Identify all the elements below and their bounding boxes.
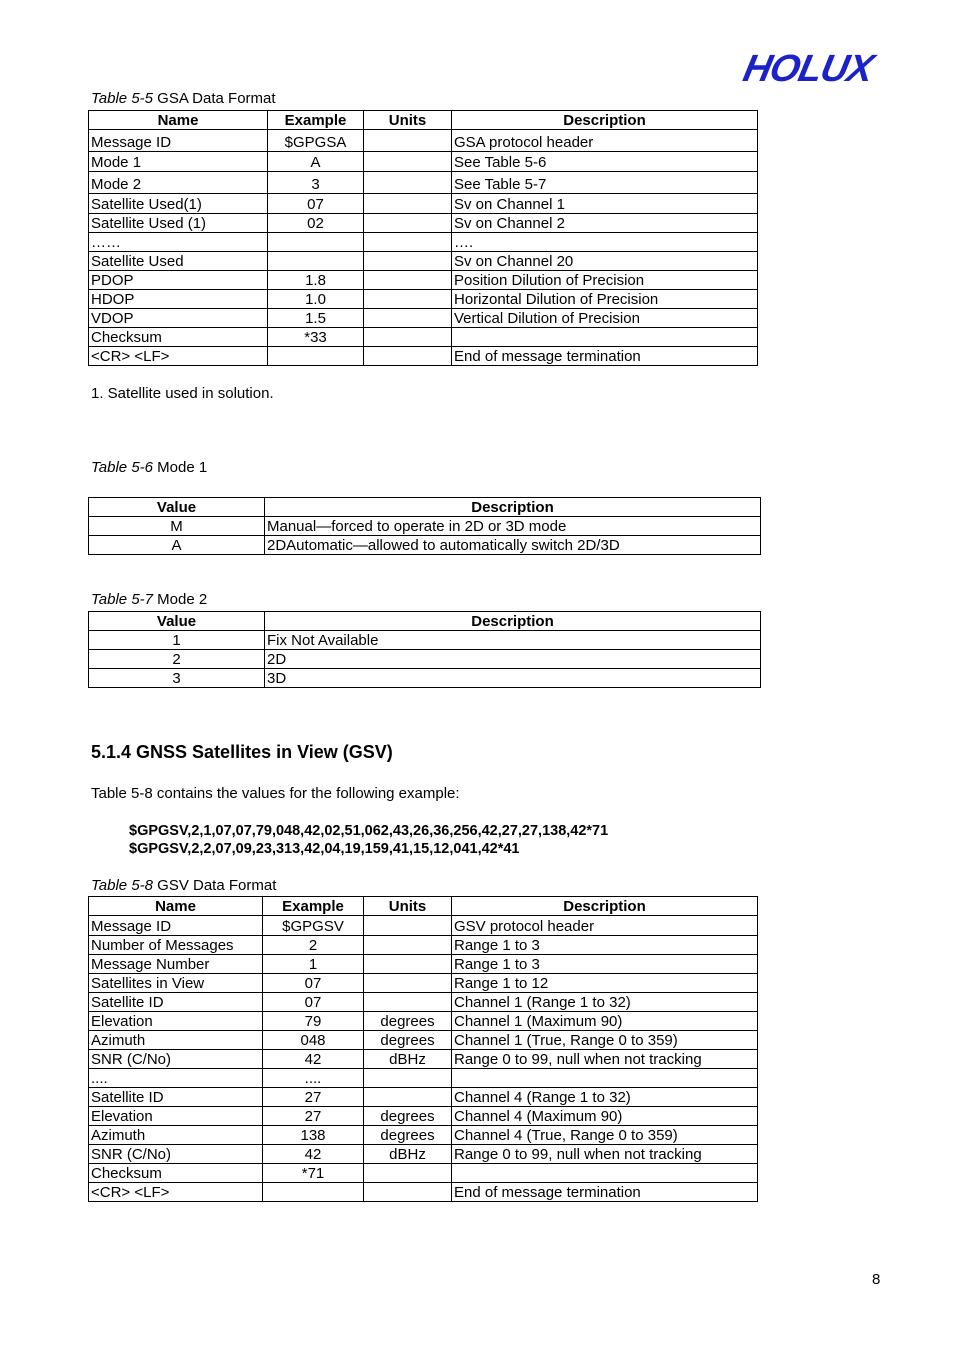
table-cell: 048 [263,1031,364,1050]
table-cell [364,172,452,194]
table-row [89,955,758,974]
table-cell: <CR> <LF> [89,347,268,366]
table-cell: $GPGSA [268,130,364,152]
table-cell: GSV protocol header [452,916,758,936]
column-header: Example [268,111,364,130]
table-cell: 1.5 [268,309,364,328]
table-row [89,1107,758,1126]
table-cell [364,974,452,993]
table-cell: HDOP [89,290,268,309]
table-cell: 3 [268,172,364,194]
table-cell: Channel 1 (True, Range 0 to 359) [452,1031,758,1050]
table-cell: 27 [263,1088,364,1107]
table-cell: <CR> <LF> [89,1183,263,1202]
table-cell: 42 [263,1050,364,1069]
table-cell: M [89,517,265,536]
table-cell: Range 1 to 12 [452,974,758,993]
table55-caption [91,90,276,108]
table-row [89,152,758,172]
table-cell: SNR (C/No) [89,1050,263,1069]
table-cell [364,1164,452,1183]
table-cell: Vertical Dilution of Precision [452,309,758,328]
table-cell: Satellite Used(1) [89,194,268,214]
table-row [89,309,758,328]
table-cell: Elevation [89,1012,263,1031]
table-cell: .... [89,1069,263,1088]
table-cell [364,993,452,1012]
table-row [89,1145,758,1164]
table-cell [452,328,758,347]
table-cell [364,309,452,328]
table-row [89,1088,758,1107]
table-cell: 2DAutomatic—allowed to automatically switch 2D/3D [265,536,761,555]
table-cell: End of message termination [452,347,758,366]
table-cell: 138 [263,1126,364,1145]
column-header: Name [89,897,263,916]
table-cell [364,194,452,214]
gsv-example-line-1: $GPGSV,2,1,07,07,79,048,42,02,51,062,43,26,36,256,42,27,27,138,42*71 [129,823,609,839]
section-intro: Table 5-8 contains the values for the following example: [91,785,460,802]
table-row [89,130,758,152]
table-cell: Range 1 to 3 [452,936,758,955]
table-row [89,916,758,936]
table-row [89,631,761,650]
table-row [89,650,761,669]
column-header: Example [263,897,364,916]
table-cell: Elevation [89,1107,263,1126]
table-cell: Channel 1 (Maximum 90) [452,1012,758,1031]
table-row [89,517,761,536]
table-cell [364,347,452,366]
table-cell [364,955,452,974]
table-cell: degrees [364,1031,452,1050]
table-cell: 3D [265,669,761,688]
table-cell: GSA protocol header [452,130,758,152]
table-row [89,669,761,688]
table-row [89,1012,758,1031]
table-cell: Range 0 to 99, null when not tracking [452,1050,758,1069]
table-cell [364,214,452,233]
table-cell [364,233,452,252]
table-row [89,194,758,214]
table-cell: Satellite ID [89,993,263,1012]
table-row [89,536,761,555]
table-cell: Azimuth [89,1126,263,1145]
table-cell: Sv on Channel 2 [452,214,758,233]
table-cell: 27 [263,1107,364,1126]
table-cell: Satellite Used [89,252,268,271]
table-cell: Position Dilution of Precision [452,271,758,290]
table-cell: 2 [89,650,265,669]
table-cell: Sv on Channel 1 [452,194,758,214]
table-cell: See Table 5-7 [452,172,758,194]
table-cell [364,1183,452,1202]
table-cell: Mode 2 [89,172,268,194]
table-cell: Checksum [89,1164,263,1183]
table-cell: End of message termination [452,1183,758,1202]
table-row [89,1069,758,1088]
table57-caption-label: Table 5-7 [91,591,153,608]
table-cell [364,916,452,936]
table-cell: *71 [263,1164,364,1183]
table-cell: Satellite ID [89,1088,263,1107]
table-row [89,1050,758,1069]
table-row [89,993,758,1012]
table-cell: 1.8 [268,271,364,290]
table-cell: VDOP [89,309,268,328]
table-cell: Channel 1 (Range 1 to 32) [452,993,758,1012]
table55-caption-label: Table 5-5 [91,90,153,107]
table-cell [452,1164,758,1183]
table58-caption-label: Table 5-8 [91,877,153,894]
table57-caption [91,591,207,609]
table-cell: Azimuth [89,1031,263,1050]
column-header: Description [452,111,758,130]
table-cell: 2D [265,650,761,669]
table-cell: 07 [268,194,364,214]
table57-caption-text: Mode 2 [153,591,208,608]
table-header-row [89,612,761,631]
table-cell: .... [263,1069,364,1088]
table-cell: Mode 1 [89,152,268,172]
table-row [89,1126,758,1145]
table-cell: 42 [263,1145,364,1164]
table-cell: Message ID [89,916,263,936]
table-row [89,290,758,309]
table-cell: 1 [89,631,265,650]
table-cell: degrees [364,1012,452,1031]
table56-caption [91,459,207,477]
table-cell [268,347,364,366]
table-cell [364,328,452,347]
table-cell: $GPGSV [263,916,364,936]
table-header-row [89,897,758,916]
table-cell [364,152,452,172]
table-cell: Horizontal Dilution of Precision [452,290,758,309]
table56-caption-label: Table 5-6 [91,459,153,476]
section-heading: 5.1.4 GNSS Satellites in View (GSV) [91,742,393,762]
table-row [89,172,758,194]
table-header-row [89,498,761,517]
table-cell: Satellites in View [89,974,263,993]
table-cell: Message ID [89,130,268,152]
column-header: Description [452,897,758,916]
table-cell: 2 [263,936,364,955]
table-cell: 1 [263,955,364,974]
gsv-data-format-table [88,896,758,1202]
table-cell: degrees [364,1126,452,1145]
table-cell [263,1183,364,1202]
table-row [89,347,758,366]
table-row [89,271,758,290]
gsa-data-format-table [88,110,758,366]
table-cell: PDOP [89,271,268,290]
table-cell: 79 [263,1012,364,1031]
page-number: 8 [872,1271,881,1288]
table-row [89,936,758,955]
table-cell: Number of Messages [89,936,263,955]
holux-logo: HOLUX [739,48,877,90]
table-row [89,1164,758,1183]
mode2-table [88,611,761,688]
column-header: Description [265,612,761,631]
table-cell [268,252,364,271]
table-cell: Sv on Channel 20 [452,252,758,271]
table-row [89,214,758,233]
column-header: Units [364,897,452,916]
table-header-row [89,111,758,130]
column-header: Units [364,111,452,130]
table-cell: A [89,536,265,555]
table-cell: 02 [268,214,364,233]
table-cell: …… [89,233,268,252]
table58-caption [91,877,276,895]
table-row [89,233,758,252]
table-cell: …. [452,233,758,252]
table-cell [268,233,364,252]
table-cell: Manual—forced to operate in 2D or 3D mode [265,517,761,536]
table-cell: Satellite Used (1) [89,214,268,233]
column-header: Description [265,498,761,517]
table-cell [452,1069,758,1088]
table-cell: Fix Not Available [265,631,761,650]
table-row [89,974,758,993]
table-row [89,1183,758,1202]
table-cell [364,271,452,290]
gsv-example-line-2: $GPGSV,2,2,07,09,23,313,42,04,19,159,41,15,12,041,42*41 [129,841,520,857]
table-cell [364,1088,452,1107]
table58-caption-text: GSV Data Format [153,877,277,894]
table-cell: 3 [89,669,265,688]
table-cell: *33 [268,328,364,347]
table-cell: degrees [364,1107,452,1126]
table56-caption-text: Mode 1 [153,459,208,476]
table-cell: A [268,152,364,172]
table-cell: dBHz [364,1145,452,1164]
column-header: Name [89,111,268,130]
table-cell [364,290,452,309]
table-cell [364,936,452,955]
table55-caption-text: GSA Data Format [153,90,276,107]
table-cell: See Table 5-6 [452,152,758,172]
table-row [89,328,758,347]
table-cell [364,130,452,152]
table-cell: Channel 4 (True, Range 0 to 359) [452,1126,758,1145]
table-cell [364,252,452,271]
table-cell: Checksum [89,328,268,347]
table-cell: 07 [263,993,364,1012]
column-header: Value [89,498,265,517]
table-cell: Range 0 to 99, null when not tracking [452,1145,758,1164]
table-cell: 1.0 [268,290,364,309]
table55-footnote: 1. Satellite used in solution. [91,385,274,402]
table-cell: SNR (C/No) [89,1145,263,1164]
table-cell: 07 [263,974,364,993]
table-row [89,1031,758,1050]
table-cell: Channel 4 (Range 1 to 32) [452,1088,758,1107]
table-row [89,252,758,271]
table-cell [364,1069,452,1088]
table-cell: Range 1 to 3 [452,955,758,974]
table-cell: Channel 4 (Maximum 90) [452,1107,758,1126]
table-cell: dBHz [364,1050,452,1069]
column-header: Value [89,612,265,631]
mode1-table [88,497,761,555]
table-cell: Message Number [89,955,263,974]
